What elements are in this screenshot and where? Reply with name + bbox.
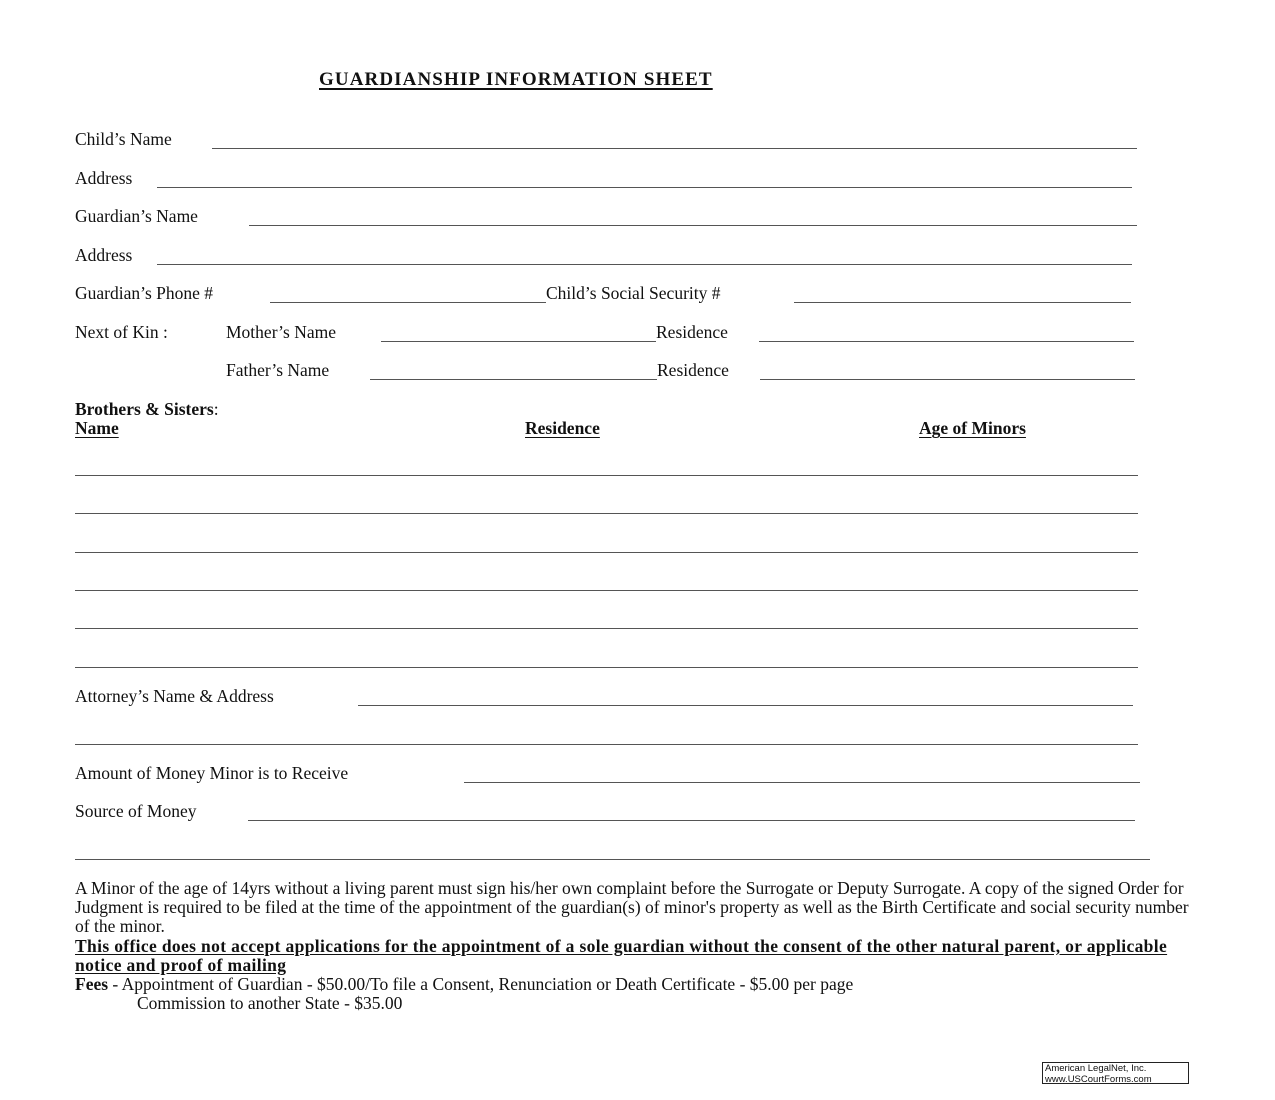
fees-line-1 xyxy=(75,975,1205,994)
sibling-row-1[interactable] xyxy=(75,475,1138,476)
guardian-address-field[interactable] xyxy=(157,264,1132,265)
sibling-row-4[interactable] xyxy=(75,590,1138,591)
mothers-name-label: Mother’s Name xyxy=(226,322,336,342)
footer-credit-box xyxy=(1042,1062,1189,1084)
guardians-name-field[interactable] xyxy=(249,225,1137,226)
sibling-row-5[interactable] xyxy=(75,628,1138,629)
amount-money-label: Amount of Money Minor is to Receive xyxy=(75,763,349,783)
amount-money-field[interactable] xyxy=(464,782,1140,783)
attorney-label: Attorney’s Name & Address xyxy=(75,686,274,706)
fathers-name-label: Father’s Name xyxy=(226,360,330,380)
childs-name-field[interactable] xyxy=(212,148,1137,149)
sibling-row-2[interactable] xyxy=(75,513,1138,514)
sole-guardian-notice: This office does not accept applications for the appointment of a sole guardian without the consent of the other natural parent, or applicable notice and proof of mailing xyxy=(75,935,1168,975)
source-money-label: Source of Money xyxy=(75,801,197,821)
siblings-heading-colon: : xyxy=(213,399,219,419)
childs-name-label: Child’s Name xyxy=(75,129,172,149)
siblings-heading-text: Brothers & Sisters xyxy=(75,399,214,419)
source-money-field[interactable] xyxy=(248,820,1135,821)
next-of-kin-label: Next of Kin : xyxy=(75,322,168,342)
notes-block xyxy=(75,879,1205,1013)
footer-website: www.USCourtForms.com xyxy=(1045,1073,1152,1085)
mother-residence-label: Residence xyxy=(656,322,728,342)
father-residence-field[interactable] xyxy=(760,379,1135,380)
guardians-phone-label: Guardian’s Phone # xyxy=(75,283,214,303)
source-money-field-line2[interactable] xyxy=(75,859,1150,860)
child-address-field[interactable] xyxy=(157,187,1132,188)
mother-residence-field[interactable] xyxy=(759,341,1134,342)
minor-notice-paragraph: A Minor of the age of 14yrs without a living parent must sign his/her own complaint before the Surrogate or Deputy Surrogate. A copy of the signed Order for Judgment is required to be filed at the time of the appointment of the guardian(s) of minor's property as well as the Birth Certificate and social security number of the minor. xyxy=(75,878,1189,937)
siblings-heading xyxy=(75,399,219,419)
siblings-col-name: Name xyxy=(75,418,119,438)
fees-text: - Appointment of Guardian - $50.00/To file a Consent, Renunciation or Death Certificate - $5.00 per page xyxy=(108,974,854,995)
attorney-field[interactable] xyxy=(358,705,1133,706)
sibling-row-6[interactable] xyxy=(75,667,1138,668)
guardian-address-label: Address xyxy=(75,245,133,265)
guardians-phone-field[interactable] xyxy=(270,302,546,303)
page-title: GUARDIANSHIP INFORMATION SHEET xyxy=(319,69,713,90)
attorney-field-line2[interactable] xyxy=(75,744,1138,745)
fees-label: Fees xyxy=(75,974,109,995)
childs-ssn-label: Child’s Social Security # xyxy=(546,283,721,303)
child-address-label: Address xyxy=(75,168,133,188)
fathers-name-field[interactable] xyxy=(370,379,657,380)
siblings-col-residence: Residence xyxy=(525,418,600,438)
father-residence-label: Residence xyxy=(657,360,729,380)
fees-line-2: Commission to another State - $35.00 xyxy=(137,993,403,1014)
childs-ssn-field[interactable] xyxy=(794,302,1131,303)
footer-company: American LegalNet, Inc. xyxy=(1045,1063,1147,1074)
mothers-name-field[interactable] xyxy=(381,341,656,342)
siblings-col-age: Age of Minors xyxy=(919,418,1026,438)
guardians-name-label: Guardian’s Name xyxy=(75,206,198,226)
sibling-row-3[interactable] xyxy=(75,552,1138,553)
